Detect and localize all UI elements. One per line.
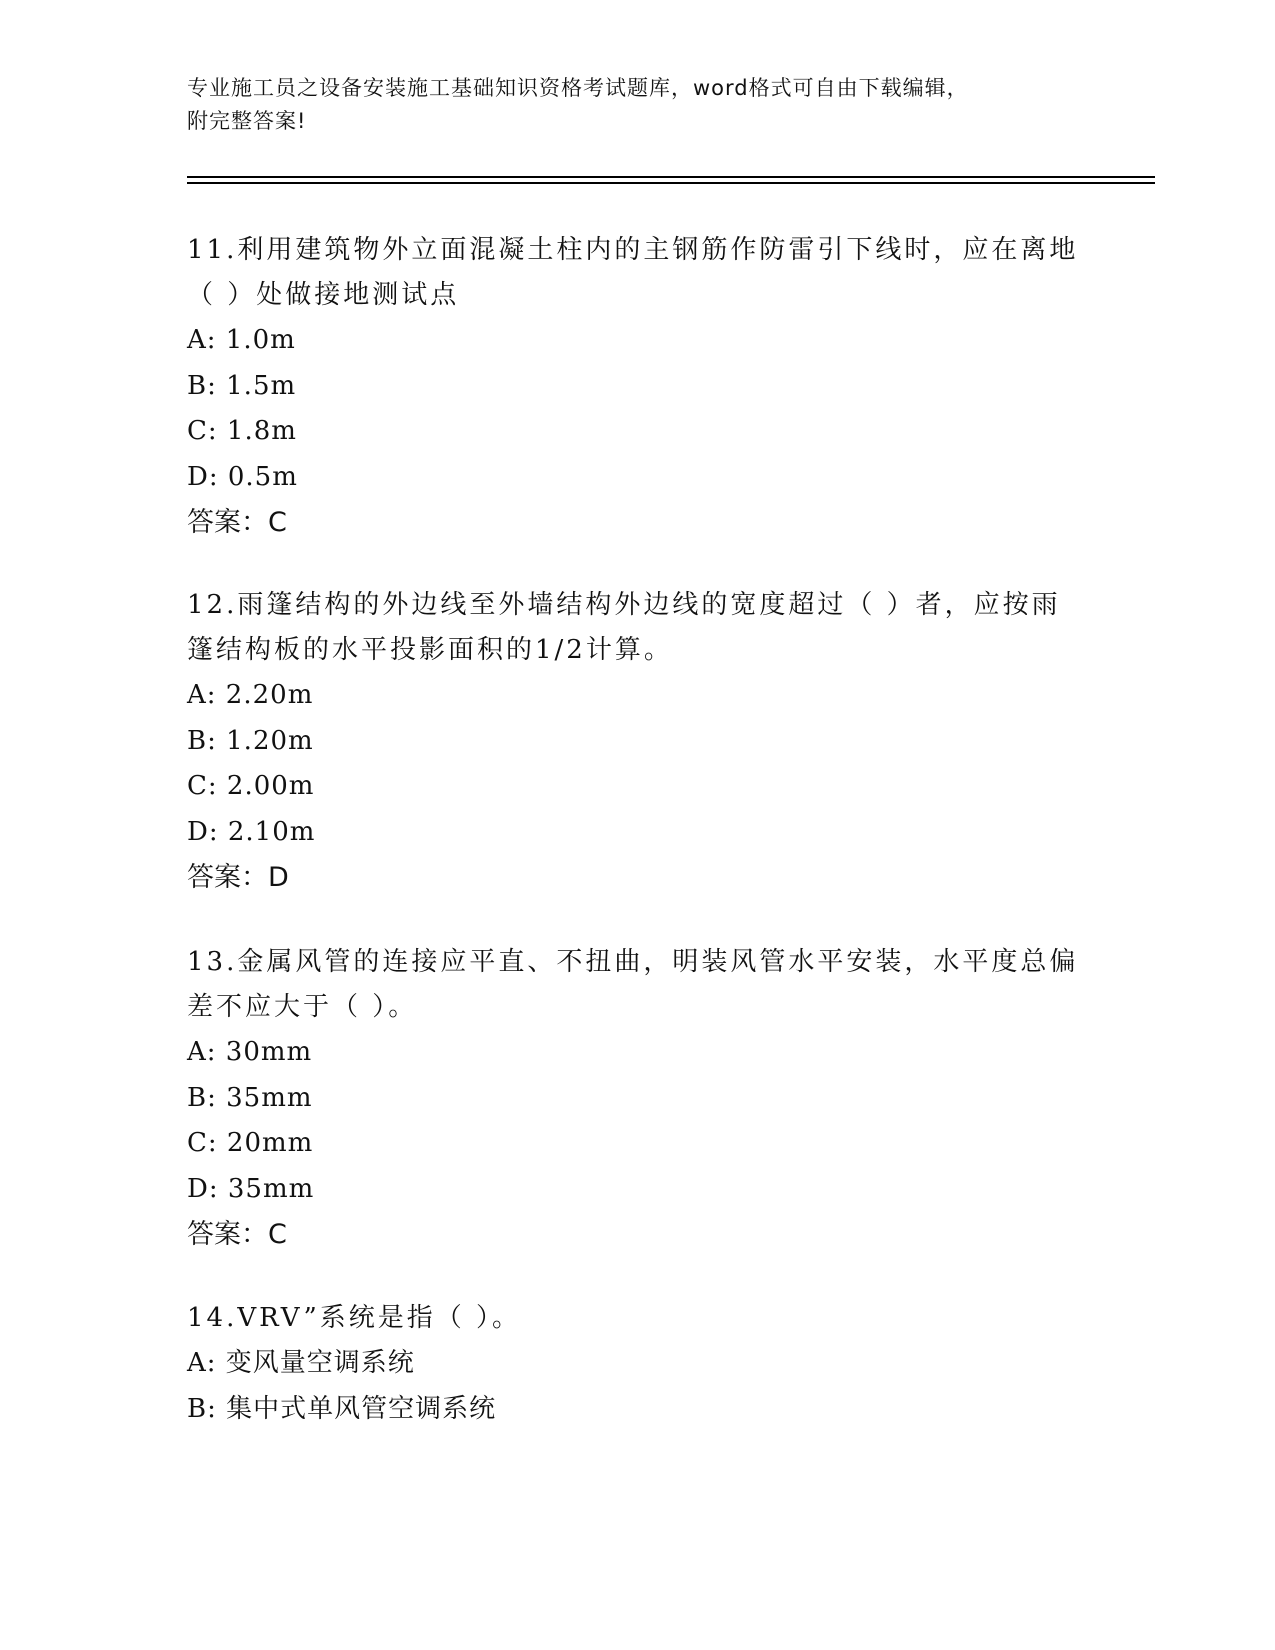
option-a: A: 变风量空调系统: [187, 1348, 415, 1378]
option-a: A: 1.0m: [187, 325, 296, 355]
option-d: D: 0.5m: [187, 461, 298, 492]
question-13: [187, 940, 1087, 1258]
option-b: B: 1.5m: [187, 370, 297, 401]
question-text-line-1: 11.利用建筑物外立面混凝土柱内的主钢筋作防雷引下线时，应在离地: [187, 235, 1079, 265]
option-b: B: 35mm: [187, 1082, 313, 1113]
question-12: [187, 583, 1087, 901]
header-line-2: 附完整答案!: [187, 109, 307, 133]
question-text-line-2: 差不应大于（ ）。: [187, 992, 418, 1022]
question-text-line-1: 13.金属风管的连接应平直、不扭曲，明装风管水平安装，水平度总偏: [187, 947, 1079, 977]
option-c: C: 1.8m: [187, 416, 297, 446]
option-b: B: 集中式单风管空调系统: [187, 1393, 497, 1424]
option-c: C: 20mm: [187, 1128, 314, 1158]
header-line-1: 专业施工员之设备安装施工基础知识资格考试题库，word格式可自由下载编辑，: [187, 76, 969, 100]
document-header: [187, 72, 1087, 138]
option-a: A: 2.20m: [187, 680, 314, 710]
option-c: C: 2.00m: [187, 771, 315, 801]
question-14: [187, 1296, 1087, 1432]
option-d: D: 35mm: [187, 1173, 315, 1204]
answer-line: 答案：C: [187, 507, 287, 538]
option-a: A: 30mm: [187, 1037, 313, 1067]
question-text-line-2: （ ）处做接地测试点: [187, 280, 460, 310]
header-divider-bottom: [187, 182, 1155, 184]
question-text-line-1: 14.VRV”系统是指（ ）。: [187, 1303, 522, 1333]
question-text-line-2: 篷结构板的水平投影面积的1/2计算。: [187, 635, 673, 665]
question-11: [187, 228, 1087, 546]
header-divider-top: [187, 176, 1155, 178]
answer-line: 答案：C: [187, 1219, 287, 1250]
option-d: D: 2.10m: [187, 816, 316, 847]
answer-line: 答案：D: [187, 862, 289, 893]
question-text-line-1: 12.雨篷结构的外边线至外墙结构外边线的宽度超过（ ）者，应按雨: [187, 590, 1061, 620]
option-b: B: 1.20m: [187, 725, 314, 756]
